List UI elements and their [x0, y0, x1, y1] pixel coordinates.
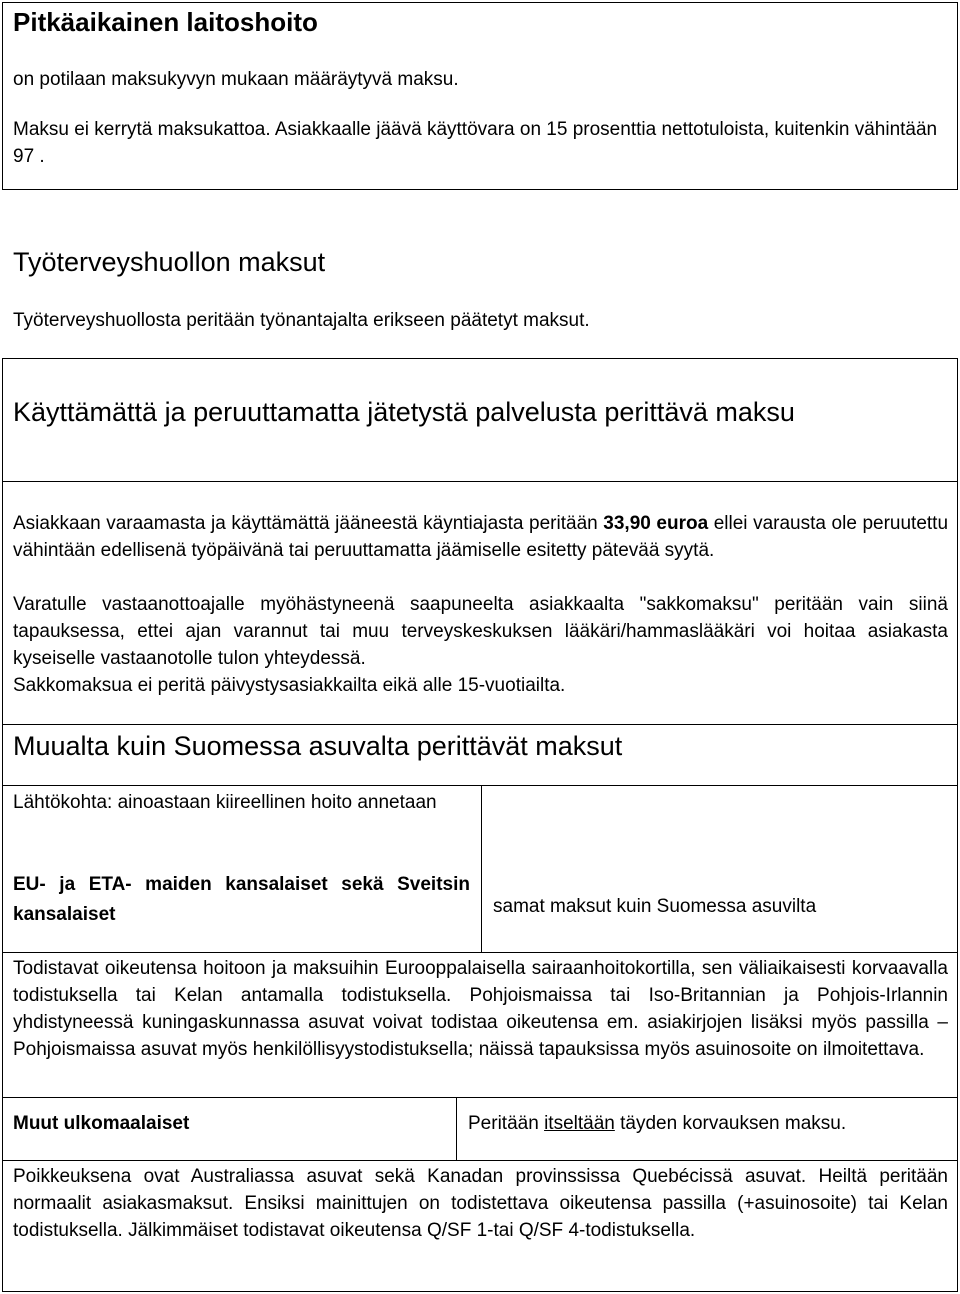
- section-title-kayttamatta: Käyttämättä ja peruuttamatta jätetystä palvelusta perittävä maksu: [13, 397, 795, 427]
- table-eu-right-cell: [481, 785, 958, 953]
- value-muut-a: Peritään: [468, 1113, 539, 1134]
- text-varaus: [13, 510, 948, 564]
- section-title-muualta: Muualta kuin Suomessa asuvalta perittävät maksut: [13, 731, 623, 761]
- text-todistus: Todistavat oikeutensa hoitoon ja maksuihin Eurooppalaisella sairaanhoitokortilla, sen väliaikaisesti korvaavalla todistuksella tai Kelan antamalla todistuksella. Pohjoismaissa tai Iso-Britannian ja Pohjois-Irlannin yhdistyneessä kuningaskunnassa asuvat voivat todistaa oikeutensa em. asiakirjojen lisäksi myös passilla – Pohjoismaissa asuvat myös henkilöllisyystodistuksella; näissä tapauksissa myös asuinosoite on ilmoitettava.: [13, 958, 948, 1060]
- label-eu-eta: [13, 870, 470, 930]
- label-muut-ulkomaalaiset: Muut ulkomaalaiset: [13, 1113, 190, 1134]
- text-sakkomaksu-poikkeus: Sakkomaksua ei peritä päivystysasiakkailta eikä alle 15-vuotiailta.: [13, 675, 566, 696]
- fee-amount: 33,90 euroa: [603, 513, 709, 534]
- text-kayttovara: Maksu ei kerrytä maksukattoa. Asiakkaalle jäävä käyttövara on 15 prosenttia nettotuloista, kuitenkin vähintään 97 .: [13, 119, 938, 167]
- section-title-pitkaaikainen: Pitkäaikainen laitoshoito: [13, 7, 318, 37]
- text-poikkeus: Poikkeuksena ovat Australiassa asuvat sekä Kanadan provinssissa Quebécissä asuvat. Heiltä peritään normaalit asiakasmaksut. Ensiksi mainittujen on todistettava oikeutensa passilla (+asuinosoite) tai Kelan todistuksella. Jälkimmäiset todistavat oikeutensa Q/SF 1-tai Q/SF 4-todistuksella.: [13, 1166, 948, 1241]
- label-eu-eta-text: EU- ja ETA- maiden kansalaiset sekä Sveitsin kansalaiset: [13, 874, 470, 925]
- value-eu-eta: samat maksut kuin Suomessa asuvilta: [493, 896, 817, 917]
- text-varaus-a: Asiakkaan varaamasta ja käyttämättä jääneestä käyntiajasta peritään: [13, 513, 598, 534]
- value-muut-itseltaan: itseltään: [544, 1113, 615, 1134]
- text-tyoterveys: Työterveyshuollosta peritään työnantajalta erikseen päätetyt maksut.: [13, 310, 590, 331]
- text-lahtokohta: Lähtökohta: ainoastaan kiireellinen hoito annetaan: [13, 792, 437, 813]
- text-sakkomaksu: Varatulle vastaanottoajalle myöhästyneenä saapuneelta asiakkaalta "sakkomaksu" peritään vain siinä tapauksessa, ettei ajan varannut tai muu terveyskeskuksen lääkäri/hammaslääkäri voi hoitaa asiakasta kyseiselle vastaanotolle tulon yhteydessä.: [13, 594, 948, 669]
- value-muut-ulkomaalaiset: [468, 1110, 948, 1137]
- section-title-tyoterveys: Työterveyshuollon maksut: [13, 247, 326, 277]
- text-maksukyky: on potilaan maksukyvyn mukaan määräytyvä maksu.: [13, 69, 459, 90]
- text-varaus-b: ellei varausta ole peruutettu vähintään edellisenä työpäivänä tai peruuttamatta jäämiselle esitetty pätevää syytä.: [13, 513, 949, 561]
- value-muut-b: täyden korvauksen maksu.: [620, 1113, 847, 1134]
